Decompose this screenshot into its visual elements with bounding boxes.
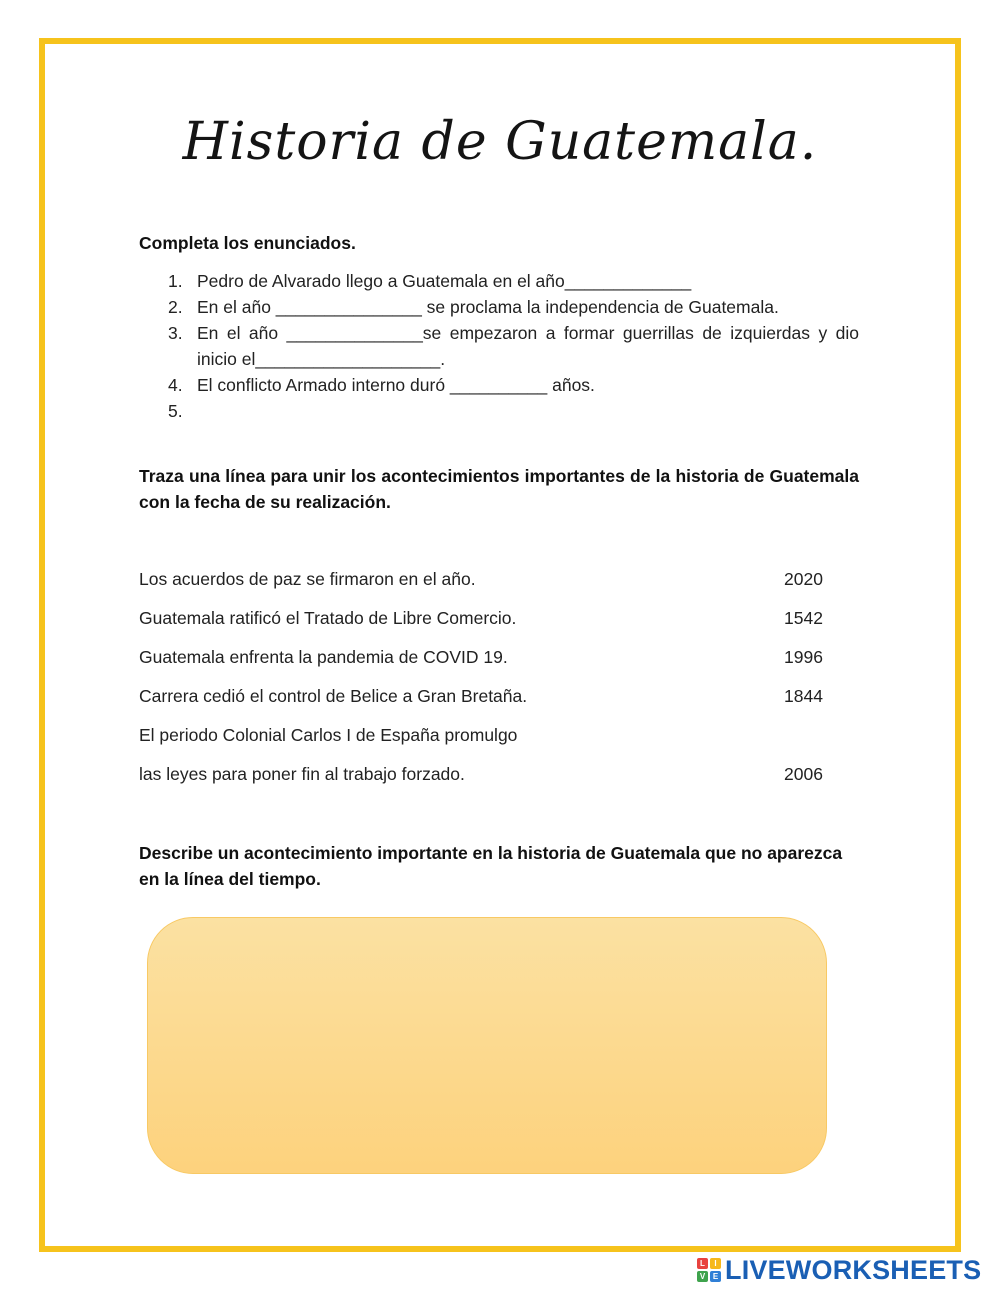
year-text[interactable]: 1542: [784, 608, 823, 628]
logo-letter-l: L: [697, 1258, 708, 1269]
logo-letter-e: E: [710, 1271, 721, 1282]
item-number: 2.: [168, 297, 183, 317]
logo-letter-i: I: [710, 1258, 721, 1269]
item-text: Pedro de Alvarado llego a Guatemala en el año_____________: [197, 271, 692, 291]
list-item[interactable]: [139, 294, 859, 320]
item-number: 3.: [168, 323, 183, 343]
year-text[interactable]: 2020: [784, 569, 823, 589]
liveworksheets-brand[interactable]: [697, 1255, 981, 1285]
match-row: [139, 722, 839, 761]
brand-name: LIVEWORKSHEETS: [725, 1254, 982, 1285]
item-text: El conflicto Armado interno duró __________ años.: [197, 375, 595, 395]
list-item[interactable]: [139, 320, 859, 372]
event-text[interactable]: Carrera cedió el control de Belice a Gran Bretaña.: [139, 686, 528, 706]
match-row: [139, 761, 839, 800]
year-text[interactable]: 1996: [784, 647, 823, 667]
section-heading-match: Traza una línea para unir los acontecimientos importantes de la historia de Guatemala con la fecha de su realización.: [139, 466, 859, 512]
event-text[interactable]: las leyes para poner fin al trabajo forzado.: [139, 764, 465, 784]
event-text[interactable]: Los acuerdos de paz se firmaron en el año.: [139, 569, 476, 589]
section-heading-complete: Completa los enunciados.: [139, 233, 356, 253]
answer-textbox[interactable]: [147, 917, 827, 1174]
match-row: [139, 605, 839, 644]
year-text[interactable]: 2006: [784, 764, 823, 784]
page-title: Historia de Guatemala.: [182, 112, 818, 172]
match-row: [139, 644, 839, 683]
event-text[interactable]: Guatemala enfrenta la pandemia de COVID 19.: [139, 647, 508, 667]
event-text[interactable]: El periodo Colonial Carlos I de España promulgo: [139, 725, 518, 745]
item-text: En el año _______________ se proclama la independencia de Guatemala.: [197, 297, 779, 317]
fill-in-list: [139, 268, 859, 421]
item-number: 4.: [168, 375, 183, 395]
item-text: En el año ______________se empezaron a formar guerrillas de izquierdas y dio inicio el___________________.: [197, 323, 859, 369]
logo-letter-v: V: [697, 1271, 708, 1282]
liveworksheets-logo-icon: [697, 1258, 721, 1282]
match-table: [139, 566, 839, 800]
section-heading-describe: Describe un acontecimiento importante en la historia de Guatemala que no aparezca en la línea del tiempo.: [139, 843, 843, 889]
match-row: [139, 683, 839, 722]
item-number: 5.: [168, 401, 183, 421]
year-text[interactable]: 1844: [784, 686, 823, 706]
list-item[interactable]: [139, 268, 859, 294]
match-row: [139, 566, 839, 605]
item-number: 1.: [168, 271, 183, 291]
list-item[interactable]: [139, 372, 859, 398]
event-text[interactable]: Guatemala ratificó el Tratado de Libre Comercio.: [139, 608, 517, 628]
